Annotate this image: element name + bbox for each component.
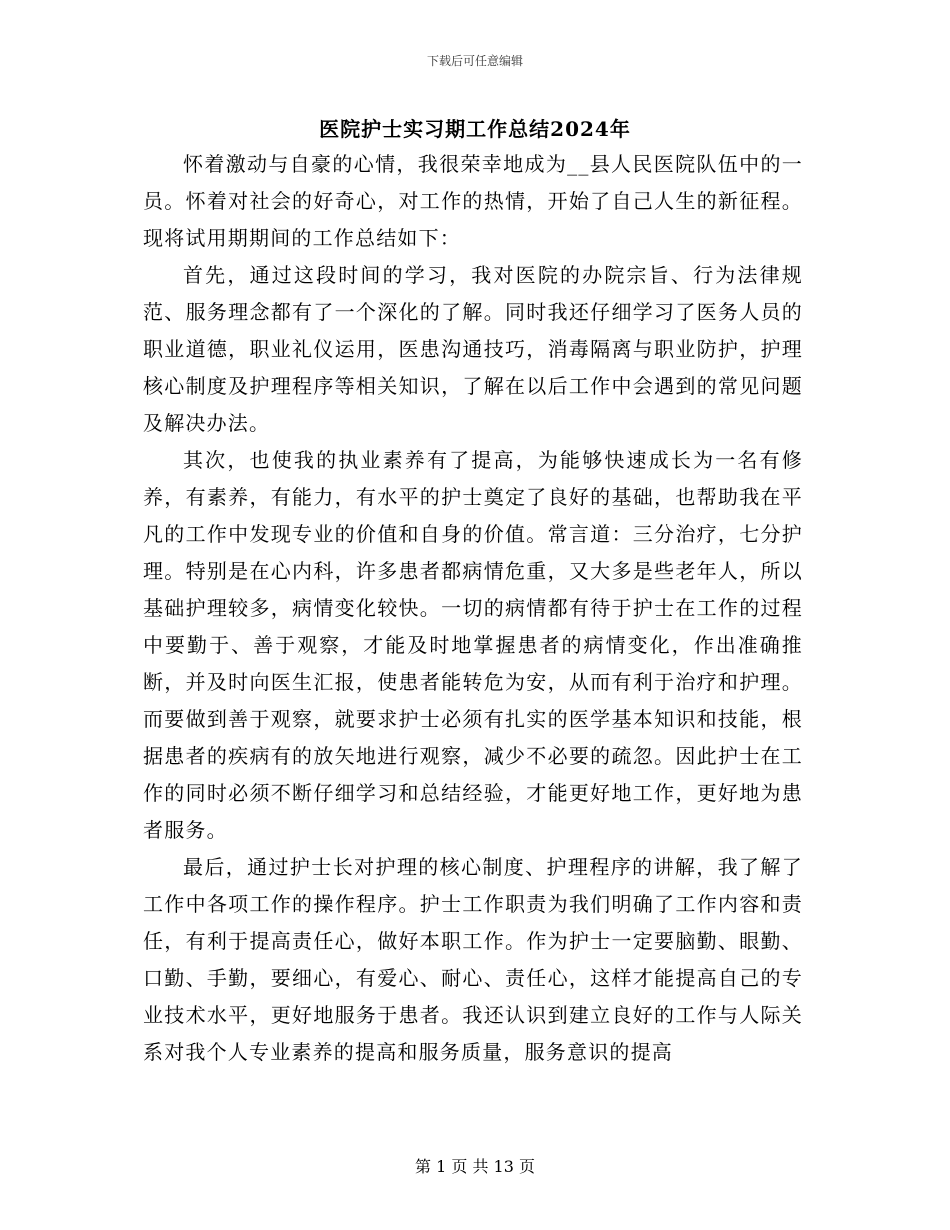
document-body [143, 146, 803, 1071]
paragraph-second: 其次，也使我的执业素养有了提高，为能够快速成长为一名有修养，有素养，有能力，有水平的护士奠定了良好的基础，也帮助我在平凡的工作中发现专业的价值和自身的价值。常言道：三分治疗，七分护理。特别是在心内科，许多患者都病情危重，又大多是些老年人，所以基础护理较多，病情变化较快。一切的病情都有待于护士在工作的过程中要勤于、善于观察，才能及时地掌握患者的病情变化，作出准确推断，并及时向医生汇报，使患者能转危为安，从而有利于治疗和护理。而要做到善于观察，就要求护士必须有扎实的医学基本知识和技能，根据患者的疾病有的放矢地进行观察，减少不必要的疏忽。因此护士在工作的同时必须不断仔细学习和总结经验，才能更好地工作，更好地为患者服务。 [143, 448, 803, 842]
page-number: 第 1 页 共 13 页 [415, 1157, 535, 1176]
paragraph-first: 首先，通过这段时间的学习，我对医院的办院宗旨、行为法律规范、服务理念都有了一个深化的了解。同时我还仔细学习了医务人员的职业道德，职业礼仪运用，医患沟通技巧，消毒隔离与职业防护，护理核心制度及护理程序等相关知识，了解在以后工作中会遇到的常见问题及解决办法。 [143, 263, 803, 435]
document-title: 医院护士实习期工作总结2024年 [319, 117, 631, 141]
paragraph-intro: 怀着激动与自豪的心情，我很荣幸地成为__县人民医院队伍中的一员。怀着对社会的好奇心，对工作的热情，开始了自己人生的新征程。现将试用期期间的工作总结如下： [143, 152, 803, 250]
paragraph-last: 最后，通过护士长对护理的核心制度、护理程序的讲解，我了解了工作中各项工作的操作程序。护士工作职责为我们明确了工作内容和责任，有利于提高责任心，做好本职工作。作为护士一定要脑勤、眼勤、口勤、手勤，要细心，有爱心、耐心、责任心，这样才能提高自己的专业技术水平，更好地服务于患者。我还认识到建立良好的工作与人际关系对我个人专业素养的提高和服务质量，服务意识的提高 [143, 855, 803, 1064]
header-note: 下载后可任意编辑 [426, 54, 523, 68]
